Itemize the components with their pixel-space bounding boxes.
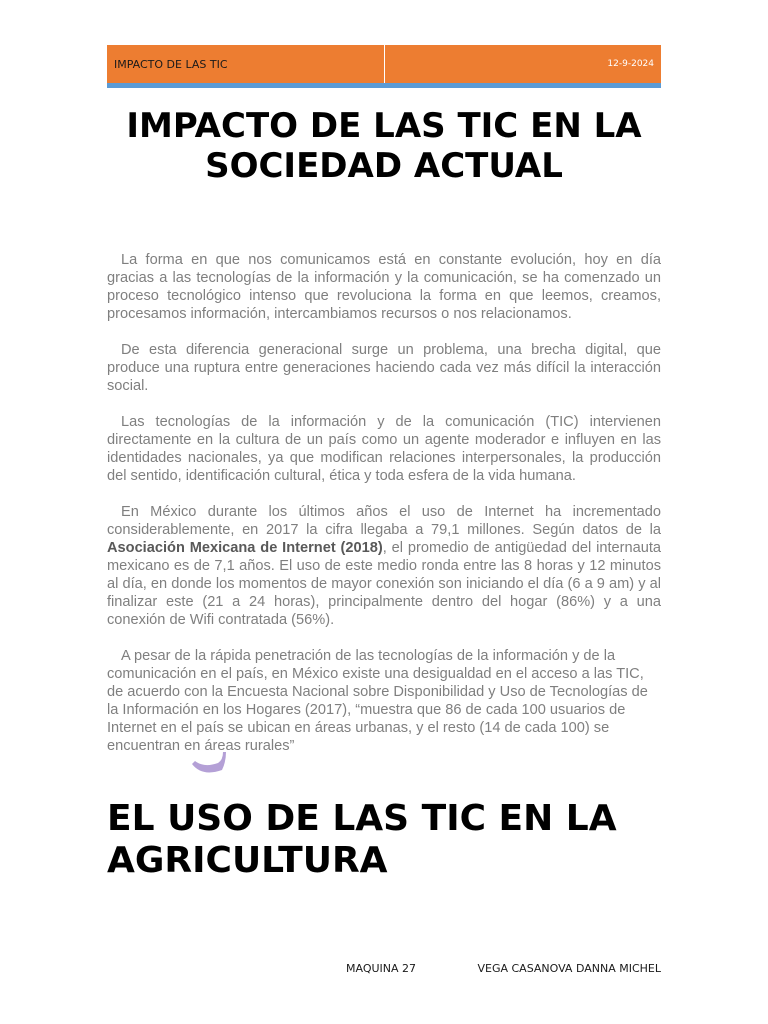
paragraph-4-text-end: , el promedio de antigüedad del internauta mexicano es de 7,1 años. El uso de este medio ronda entre las 8 horas y 12 minutos al día, en donde los momentos de mayor conexión son iniciando el día (6 a 9 am) y al finalizar este (21 a 24 horas), principalmente dentro del hogar (86%) y a una conexión de Wifi contratada (56%). (107, 540, 661, 628)
arc-shape-fill (192, 752, 226, 772)
header-title: IMPACTO DE LAS TIC (107, 45, 385, 83)
paragraph-3: Las tecnologías de la información y de la comunicación (TIC) intervienen directamente en la cultura de un país como un agente moderador e influyen en las identidades nacionales, ya que modifican relaciones interpersonales, la producción del sentido, identificación cultural, ética y toda esfera de la vida humana. (107, 414, 661, 484)
document-title: IMPACTO DE LAS TIC EN LA SOCIEDAD ACTUAL (126, 106, 642, 186)
paragraph-1: La forma en que nos comunicamos está en constante evolución, hoy en día gracias a las tecnologías de la información y la comunicación, se ha comenzado un proceso tecnológico intenso que revoluciona la forma en que leemos, creamos, procesamos información, intercambiamos recursos o nos relacionamos. (107, 252, 661, 322)
page-header (107, 45, 661, 83)
paragraph-2: De esta diferencia generacional surge un problema, una brecha digital, que produce una ruptura entre generaciones haciendo cada vez más difícil la interacción social. (107, 342, 661, 394)
paragraph-4 (107, 503, 661, 629)
page-footer (107, 962, 661, 978)
document-body (107, 251, 661, 755)
header-underline (107, 83, 661, 88)
source-citation: Asociación Mexicana de Internet (2018) (107, 540, 383, 556)
footer-author: VEGA CASANOVA DANNA MICHEL (477, 962, 661, 975)
paragraph-5: A pesar de la rápida penetración de las tecnologías de la información y de la comunicación en el país, en México existe una desigualdad en el acceso a las TIC, de acuerdo con la Encuesta Nacional sobre Disponibilidad y Uso de Tecnologías de la Información en los Hogares (2017), “muestra que 86 de cada 100 usuarios de Internet en el país se ubican en áreas urbanas, y el resto (14 de cada 100) se encuentran en áreas rurales” (107, 648, 648, 754)
header-date: 12-9-2024 (607, 59, 654, 69)
paragraph-4-text-start: En México durante los últimos años el uso de Internet ha incrementado considerablemente, en 2017 la cifra llegaba a 79,1 millones. Según datos de la (107, 504, 661, 538)
footer-machine: MAQUINA 27 (346, 962, 417, 975)
section-title: EL USO DE LAS TIC EN LA AGRICULTURA (107, 798, 617, 881)
decorative-arc-shape (192, 752, 226, 774)
